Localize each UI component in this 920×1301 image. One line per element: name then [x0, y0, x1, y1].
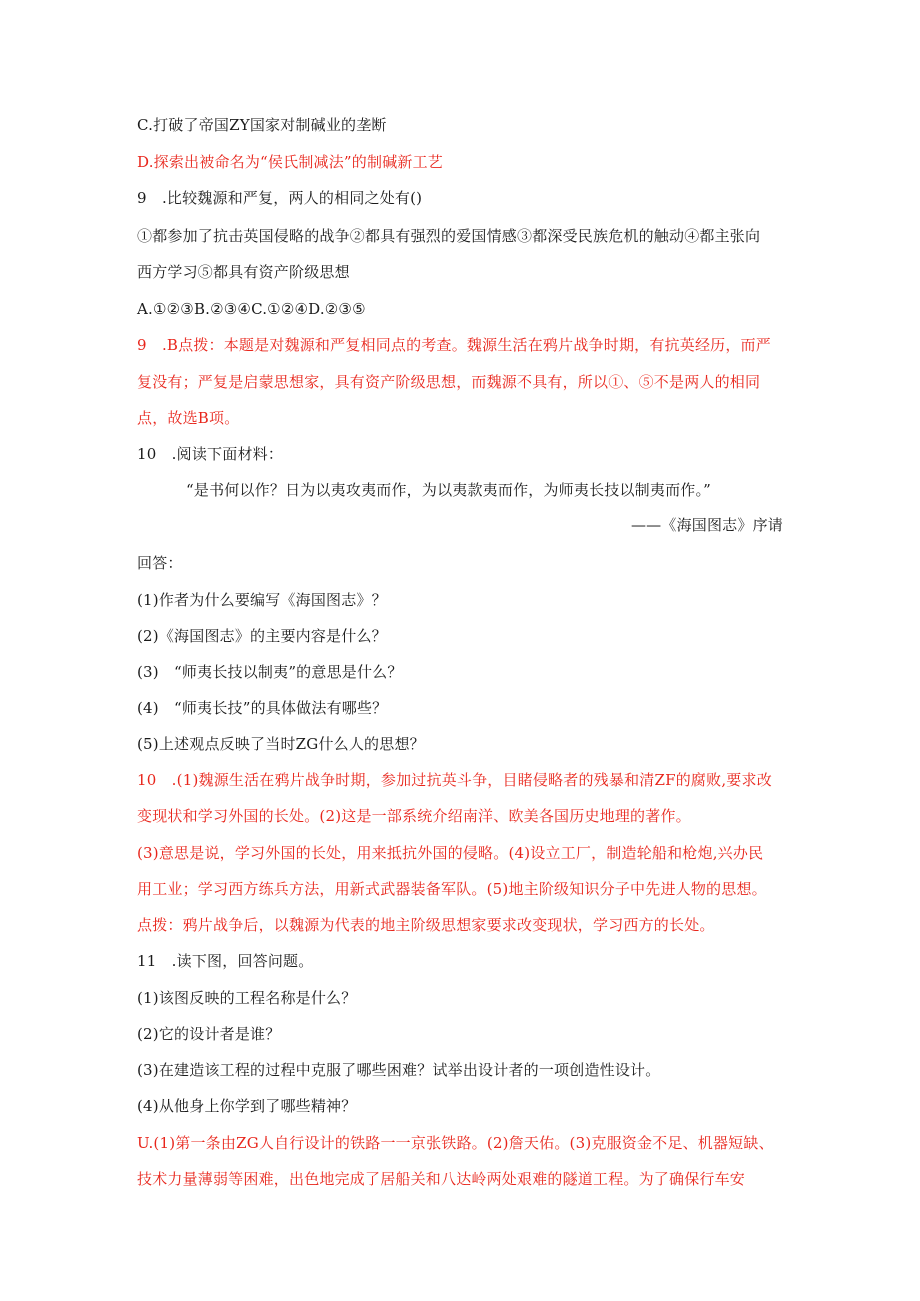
question-9-options: A.①②③B.②③④C.①②④D.②③⑤ — [137, 300, 366, 318]
question-11-3: (3)在建造该工程的过程中克服了哪些困难？试举出设计者的一项创造性设计。 — [137, 1061, 661, 1079]
question-10-4: (4) “师夷长技”的具体做法有哪些？ — [137, 699, 388, 717]
question-10-1: (1)作者为什么要编写《海国图志》？ — [137, 591, 387, 609]
answer-10-hint: 点拨：鸦片战争后，以魏源为代表的地主阶级思想家要求改变现状，学习西方的长处。 — [137, 916, 715, 934]
quote-source: ——《海国图志》序请 — [630, 516, 783, 534]
question-10-2: (2)《海国图志》的主要内容是什么？ — [137, 627, 387, 645]
answer-prompt: 回答： — [137, 554, 183, 572]
option-d-answer: D.探索出被命名为“侯氏制减法”的制碱新工艺 — [137, 153, 443, 171]
question-10-5: (5)上述观点反映了当时ZG什么人的思想？ — [137, 735, 425, 753]
answer-9-line3: 点，故选B项。 — [137, 409, 240, 427]
answer-10-line3: (3)意思是说，学习外国的长处，用来抵抗外国的侵略。(4)设立工厂，制造轮船和枪炮,兴办民 — [137, 844, 764, 862]
question-10: 10 .阅读下面材料： — [137, 445, 284, 463]
question-9-statements-line2: 西方学习⑤都具有资产阶级思想 — [137, 263, 350, 281]
answer-10-line2: 变现状和学习外国的长处。(2)这是一部系统介绍南洋、欧美各国历史地理的著作。 — [137, 807, 691, 825]
question-11-2: (2)它的设计者是谁？ — [137, 1025, 281, 1043]
option-c: C.打破了帝国ZY国家对制碱业的垄断 — [137, 116, 387, 134]
question-11: 11 .读下图，回答问题。 — [137, 952, 314, 970]
question-11-1: (1)该图反映的工程名称是什么？ — [137, 989, 357, 1007]
question-9: 9 .比较魏源和严复，两人的相同之处有() — [137, 189, 423, 207]
answer-10-line1: 10 .(1)魏源生活在鸦片战争时期，参加过抗英斗争，目睹侵略者的残暴和清ZF的腐败,要求改 — [137, 771, 772, 789]
question-10-3: (3) “师夷长技以制夷”的意思是什么？ — [137, 663, 403, 681]
answer-9-line2: 复没有；严复是启蒙思想家，具有资产阶级思想，而魏源不具有，所以①、⑤不是两人的相同 — [137, 373, 761, 391]
answer-11-line2: 技术力量薄弱等困难，出色地完成了居船关和八达岭两处艰难的隧道工程。为了确保行车安 — [137, 1170, 746, 1188]
answer-11-line1: U.(1)第一条由ZG人自行设计的铁路一一京张铁路。(2)詹天佑。(3)克服资金不足、机器短缺、 — [137, 1134, 774, 1152]
answer-10-line4: 用工业；学习西方练兵方法，用新式武器装备军队。(5)地主阶级知识分子中先进人物的思想。 — [137, 880, 767, 898]
question-11-4: (4)从他身上你学到了哪些精神？ — [137, 1097, 357, 1115]
quote-text: “是书何以作？日为以夷攻夷而作，为以夷款夷而作，为师夷长技以制夷而作。” — [186, 481, 712, 499]
question-9-statements-line1: ①都参加了抗击英国侵略的战争②都具有强烈的爱国情感③都深受民族危机的触动④都主张向 — [137, 227, 761, 245]
answer-9-line1: 9 .B点拨：本题是对魏源和严复相同点的考查。魏源生活在鸦片战争时期，有抗英经历，而严 — [137, 336, 771, 354]
